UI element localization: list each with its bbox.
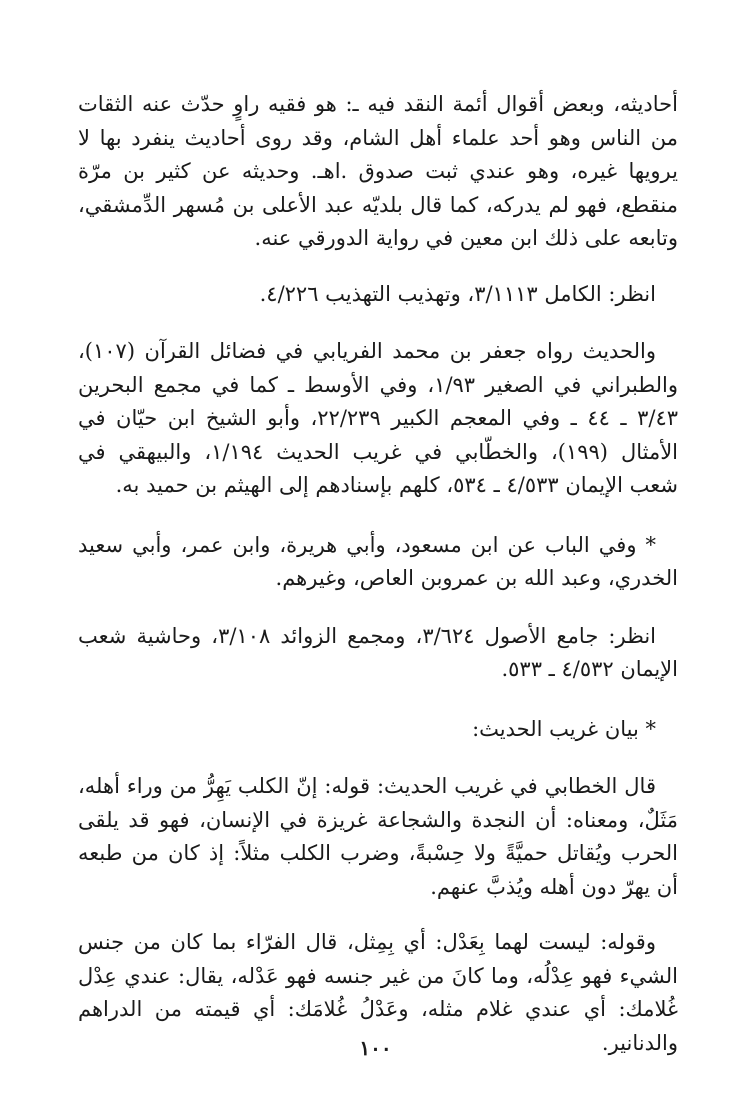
- paragraph-reference-kamil: انظر: الكامل ٣/١١١٣، وتهذيب التهذيب ٤/٢٢٦.: [259, 281, 656, 306]
- paragraph-reference-jami: انظر: جامع الأصول ٣/٦٢٤، ومجمع الزوائد ٣/١٠٨، وحاشية شعب الإيمان ٤/٥٣٢ ـ ٥٣٣.: [78, 623, 678, 681]
- paragraph-narrator-biography: أحاديثه، وبعض أقوال أئمة النقد فيه ـ: هو فقيه راوٍ حدّث عنه الثقات من الناس وهو أحد علماء أهل الشام، وقد روى أحاديث ينفرد بها لا يرويها غيره، وهو عندي ثبت صدوق .اهـ. وحديثه عن كثير بن مرّة منقطع، فهو لم يدركه، كما قال بلديّه عبد الأعلى بن مُسهر الدِّمشقي، وتابعه على ذلك ابن معين في رواية الدورقي عنه.: [78, 92, 678, 250]
- page-number: ١٠٠: [359, 1036, 392, 1060]
- paragraph-hadith-sources: والحديث رواه جعفر بن محمد الفريابي في فضائل القرآن (١٠٧)، والطبراني في الصغير ١/٩٣، وفي الأوسط ـ كما في مجمع البحرين ٣/٤٣ ـ ٤٤ ـ وفي المعجم الكبير ٢٢/٢٣٩، وأبو الشيخ ابن حيّان في الأمثال (١٩٩)، والخطّابي في غريب الحديث ١/١٩٤، والبيهقي في شعب الإيمان ٤/٥٣٣ ـ ٥٣٤، كلهم بإسنادهم إلى الهيثم بن حميد به.: [78, 339, 679, 497]
- paragraph-adl-explanation: وقوله: ليست لهما بِعَدْل: أي بِمِثل، قال الفرّاء بما كان من جنس الشيء فهو عِدْلُه، وما كانَ من غير جنسه فهو عَدْله، يقال: عندي عِدْل غُلامك: أي عندي غلام مثله، وعَدْلُ غُلامَك: أي قيمته من الدراهم والدنانير.: [78, 930, 678, 1055]
- paragraph-khattabi-explanation: قال الخطابي في غريب الحديث: قوله: إنّ الكلب يَهِرُّ من وراء أهله، مَثَلٌ، ومعناه: أن النجدة والشجاعة غريزة في الإنسان، فهو قد يلقى الحرب ويُقاتل حميَّةً ولا حِسْبةً، وضرب الكلب مثلاً: إذ كان من طبعه أن يهرّ دون أهله ويُذبَّ عنهم.: [78, 774, 678, 899]
- section-heading-gharib: * بيان غريب الحديث:: [472, 716, 656, 741]
- page-body: [78, 88, 678, 1060]
- paragraph-related-narrations: * وفي الباب عن ابن مسعود، وأبي هريرة، وابن عمر، وأبي سعيد الخدري، وعبد الله بن عمروبن العاص، وغيرهم.: [78, 532, 678, 590]
